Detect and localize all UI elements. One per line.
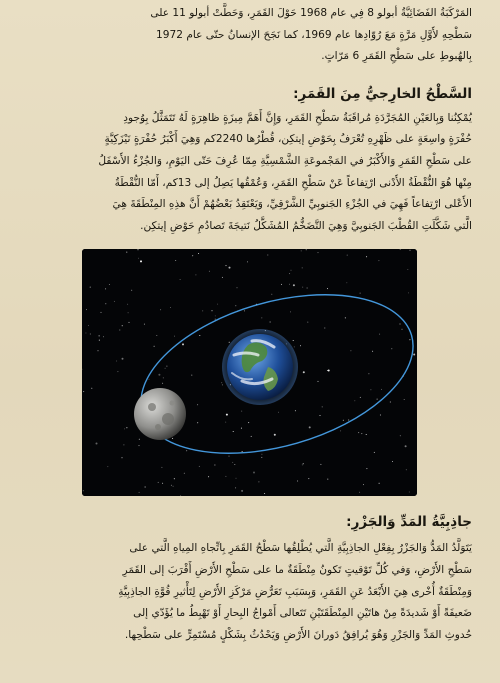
star bbox=[214, 319, 215, 320]
star bbox=[211, 311, 212, 312]
star bbox=[160, 310, 161, 311]
star bbox=[289, 273, 290, 274]
star bbox=[301, 268, 302, 269]
star bbox=[162, 378, 163, 379]
star bbox=[138, 439, 139, 440]
star bbox=[404, 446, 406, 448]
section-heading-moon-surface: السَّطْحُ الخارِجيُّ مِنَ القَمَرِ: bbox=[293, 85, 472, 102]
star bbox=[359, 293, 360, 294]
star bbox=[290, 312, 291, 313]
star bbox=[320, 464, 321, 465]
star bbox=[127, 304, 128, 305]
star bbox=[95, 443, 97, 445]
star bbox=[350, 351, 351, 352]
star bbox=[267, 255, 268, 256]
star bbox=[327, 370, 329, 372]
star bbox=[250, 436, 251, 437]
star bbox=[391, 349, 392, 350]
star bbox=[409, 340, 410, 341]
star bbox=[191, 375, 192, 376]
star bbox=[127, 313, 128, 314]
star bbox=[376, 399, 377, 400]
star bbox=[306, 288, 307, 289]
star bbox=[123, 445, 124, 446]
star bbox=[235, 488, 236, 489]
star bbox=[232, 431, 233, 432]
text-line: المَرْكَبَةُ الفَضَائِيَّةُ أبولو 8 فِي عام 1968 حَوْلَ القَمَرِ، وَحَطَّتْ أبولو 11 على bbox=[150, 7, 472, 19]
star bbox=[158, 374, 160, 376]
star bbox=[170, 307, 171, 308]
star bbox=[225, 422, 226, 423]
star bbox=[264, 493, 265, 494]
space-illustration bbox=[82, 249, 417, 496]
star bbox=[126, 252, 127, 253]
star bbox=[241, 411, 242, 412]
text-line: سَطْحِ الأَرْضِ، وَفي كُلِّ تَوْقيتٍ تَكونُ مِنْطَقَةٌ ما على سَطْحِ الأَرْضِ أَقْرَبَ إلى القَمَرِ bbox=[122, 563, 472, 576]
star bbox=[119, 330, 120, 331]
star bbox=[228, 342, 229, 343]
text-line: حُدوثِ المَدِّ وَالجَزْرِ وَهُوَ يُرافِقُ دَورانَ الأَرْضِ وَيَحْدُثُ بِشَكْلٍ مُسْتَمِرٍّ على سَطْحِها. bbox=[124, 628, 472, 641]
star bbox=[221, 385, 222, 386]
star bbox=[261, 454, 262, 455]
star bbox=[236, 288, 237, 289]
star bbox=[366, 468, 367, 469]
star bbox=[221, 383, 222, 384]
star bbox=[348, 420, 349, 421]
star bbox=[413, 354, 415, 356]
star bbox=[290, 270, 291, 271]
star bbox=[370, 390, 371, 391]
star bbox=[137, 250, 138, 251]
star bbox=[300, 346, 301, 347]
star bbox=[121, 458, 122, 459]
star bbox=[182, 344, 184, 346]
star bbox=[98, 340, 99, 341]
star bbox=[372, 351, 373, 352]
text-line: بِالهُبوطِ على سَطْحِ القَمَرِ 6 مَرّاتٍ. bbox=[321, 50, 472, 63]
star bbox=[105, 289, 106, 290]
star bbox=[358, 432, 359, 433]
star bbox=[198, 466, 199, 467]
star bbox=[248, 422, 249, 423]
star bbox=[405, 470, 406, 471]
star bbox=[269, 322, 270, 323]
star bbox=[198, 253, 199, 254]
text-line: مِنْها هُوَ النُّقْطَةُ الأَدْنى ارْتِفاعاً عَنْ سَطْحِ القَمَرِ، وَعُمْقُها يَصِلُ إلى 13كم، أَمّا النُّقْطَةُ bbox=[114, 176, 472, 189]
star bbox=[208, 271, 209, 272]
star bbox=[153, 346, 154, 347]
star bbox=[292, 285, 294, 287]
earth-icon bbox=[222, 329, 298, 405]
star bbox=[261, 457, 262, 458]
star bbox=[243, 311, 244, 312]
star bbox=[225, 476, 226, 477]
star bbox=[407, 269, 408, 270]
section-heading-tides: جاذِبِيَّةُ المَدِّ وَالجَزْرِ: bbox=[346, 514, 472, 531]
star bbox=[179, 279, 180, 280]
star bbox=[143, 324, 144, 325]
text-line: يُمْكِنُنا وَبِالعَيْنِ المُجَرَّدَةِ مُراقَبَةُ سَطْحِ القَمَرِ، وَإِنَّ أَهَمَّ مِيزَةٍ ظاهِرَةٍ لَهُ تَتَمَثَّلُ بِوُجودِ bbox=[123, 111, 472, 124]
star bbox=[297, 481, 298, 482]
star bbox=[278, 412, 279, 413]
star bbox=[368, 374, 369, 375]
star bbox=[399, 436, 400, 437]
star bbox=[373, 452, 374, 453]
star bbox=[327, 479, 328, 480]
star bbox=[217, 304, 218, 305]
star bbox=[408, 492, 409, 493]
star bbox=[166, 366, 167, 367]
star bbox=[162, 383, 163, 384]
star bbox=[140, 261, 142, 263]
star bbox=[156, 335, 157, 336]
star bbox=[174, 336, 175, 337]
star bbox=[308, 478, 309, 479]
earth-moon-orbit-image bbox=[82, 249, 417, 496]
star bbox=[173, 479, 174, 480]
star bbox=[202, 311, 203, 312]
tides-paragraph bbox=[26, 538, 472, 646]
star bbox=[363, 484, 364, 485]
star bbox=[172, 438, 173, 439]
star bbox=[408, 293, 409, 294]
star bbox=[192, 256, 193, 257]
star bbox=[138, 445, 139, 446]
star bbox=[294, 411, 295, 412]
star bbox=[144, 487, 145, 488]
star bbox=[378, 483, 379, 484]
star bbox=[289, 284, 290, 285]
star bbox=[100, 312, 101, 313]
star bbox=[108, 284, 109, 285]
star bbox=[161, 467, 162, 468]
star bbox=[121, 358, 123, 360]
star bbox=[261, 318, 262, 319]
star bbox=[305, 250, 306, 251]
text-line: الَّتي شَكَّلَتِ القُطْبَ الجَنوبِيَّ وَهِيَ التَّضَخُّمُ المُشَكَّلُ نَتيجَةَ تَصادُمِ حَوْضِ إيتكِن. bbox=[140, 219, 472, 232]
star bbox=[302, 372, 304, 374]
star bbox=[138, 492, 139, 493]
star bbox=[225, 414, 227, 416]
star bbox=[379, 415, 380, 416]
star bbox=[317, 381, 318, 382]
star bbox=[91, 388, 92, 389]
star bbox=[221, 277, 222, 278]
star bbox=[273, 434, 275, 436]
star bbox=[214, 316, 215, 317]
star bbox=[82, 491, 83, 492]
star bbox=[302, 464, 303, 465]
moon-icon bbox=[134, 388, 186, 440]
star bbox=[89, 334, 90, 335]
star bbox=[86, 309, 87, 310]
text-line: على سَطْحِ القَمَرِ وَالأَكْبَرُ في المَجْموعَةِ الشَّمْسِيَّةِ مِمّا عُرِفَ حَتّى اليَوْمِ، وَالجُزْءُ الأَسْفَلُ bbox=[98, 154, 472, 167]
star bbox=[253, 472, 255, 474]
star bbox=[197, 423, 198, 424]
star bbox=[214, 465, 215, 466]
text-line: حُفْرَةٍ واسِعَةٍ على ظَهْرِهِ تُعْرَفُ بِحَوْضِ إيتكِن، قُطْرُها 2240كم وَهِيَ أَكْبَرُ حُفْرَةٍ نَيْزَكِيَّةٍ bbox=[104, 133, 472, 146]
star bbox=[235, 306, 236, 307]
star bbox=[319, 415, 320, 416]
star bbox=[378, 260, 379, 261]
star bbox=[258, 482, 259, 483]
star bbox=[97, 351, 98, 352]
star bbox=[183, 473, 184, 474]
star bbox=[232, 462, 233, 463]
star bbox=[83, 391, 84, 392]
star bbox=[208, 477, 209, 478]
star bbox=[317, 252, 318, 253]
star bbox=[300, 251, 301, 252]
star bbox=[148, 379, 149, 380]
star bbox=[175, 260, 176, 261]
star bbox=[392, 461, 393, 462]
star bbox=[195, 275, 196, 276]
star bbox=[235, 478, 236, 479]
star bbox=[308, 427, 310, 429]
star bbox=[346, 255, 347, 256]
star bbox=[327, 288, 328, 289]
star bbox=[401, 329, 402, 330]
star bbox=[103, 337, 104, 338]
star bbox=[124, 429, 125, 430]
star bbox=[186, 451, 187, 452]
intro-paragraph bbox=[26, 0, 472, 68]
moon-surface-paragraph bbox=[26, 108, 472, 238]
star bbox=[138, 258, 139, 259]
text-line: الأَعْلى ارْتِفاعاً فَهِيَ في الجُزْءِ الجَنوبِيِّ الشَّرْقِيِّ، وَيَعْتَقِدُ بَعْضُهُمْ أَنَّ هذِهِ المِنْطَقَةَ هِيَ bbox=[112, 198, 472, 211]
star bbox=[240, 428, 241, 429]
text-line: وَمِنْطَقَةٌ أُخْرى هِيَ الأَبْعَدُ عَنِ القَمَرِ، وَبِسَبَبِ تَعَرُّضِ مَرْكَزِ الأَرْضِ لِتَأْثيرِ قُوَّةِ الجاذِبِيَّةِ bbox=[118, 585, 472, 598]
star bbox=[241, 451, 242, 452]
text-line: يَتَوَلَّدُ المَدُّ وَالجَزْرُ بِفِعْلِ الجاذِبِيَّةِ الَّتي يُطْلِقُها سَطْحُ القَمَرِ بِاتِّجاهِ المِياهِ الَّتي على bbox=[129, 542, 472, 555]
star bbox=[379, 334, 380, 335]
star bbox=[366, 257, 367, 258]
star bbox=[342, 420, 343, 421]
star bbox=[116, 361, 117, 362]
star bbox=[162, 483, 163, 484]
star bbox=[399, 249, 400, 250]
star bbox=[340, 431, 341, 432]
text-line: سَطْحِهِ لأَوَّلِ مَرَّةٍ مَعَ رُوّادِها عام 1969، كما نَجَحَ الإنسانُ حتّى عام 1972 bbox=[155, 28, 472, 41]
star bbox=[172, 486, 173, 487]
star bbox=[292, 340, 293, 341]
star bbox=[228, 267, 230, 269]
star bbox=[344, 318, 345, 319]
star bbox=[399, 324, 400, 325]
star bbox=[117, 371, 118, 372]
star bbox=[409, 250, 410, 251]
star bbox=[381, 389, 382, 390]
star bbox=[301, 465, 302, 466]
star bbox=[88, 325, 89, 326]
star bbox=[131, 290, 132, 291]
star bbox=[359, 492, 360, 493]
star bbox=[281, 284, 282, 285]
text-line: ضَعيفَةً أَوْ شَديدَةً مِنْ هاتَيْنِ المِنْطَقَتَيْنِ تَتَعالى أَمْواجُ البِحارِ أَوْ تَهْبِطُ ما يُؤَدّي إلى bbox=[133, 607, 472, 620]
star bbox=[302, 287, 303, 288]
star bbox=[107, 466, 108, 467]
star bbox=[126, 428, 127, 429]
star bbox=[225, 265, 226, 266]
star bbox=[197, 405, 198, 406]
star bbox=[89, 287, 90, 288]
star bbox=[346, 283, 347, 284]
star bbox=[293, 347, 294, 348]
star bbox=[164, 368, 165, 369]
star bbox=[354, 401, 355, 402]
star bbox=[199, 335, 200, 336]
star bbox=[389, 402, 390, 403]
star bbox=[228, 456, 229, 457]
star bbox=[85, 333, 86, 334]
star bbox=[321, 407, 322, 408]
star bbox=[170, 485, 171, 486]
star bbox=[271, 294, 272, 295]
star bbox=[98, 336, 99, 337]
star bbox=[121, 326, 122, 327]
star bbox=[324, 328, 325, 329]
star bbox=[105, 304, 106, 305]
star bbox=[307, 322, 308, 323]
star bbox=[247, 262, 248, 263]
star bbox=[157, 482, 158, 483]
star bbox=[128, 322, 129, 323]
star bbox=[234, 464, 235, 465]
star bbox=[113, 301, 114, 302]
star bbox=[361, 433, 362, 434]
star bbox=[403, 399, 404, 400]
star bbox=[359, 397, 360, 398]
star bbox=[365, 434, 366, 435]
star bbox=[241, 490, 243, 492]
